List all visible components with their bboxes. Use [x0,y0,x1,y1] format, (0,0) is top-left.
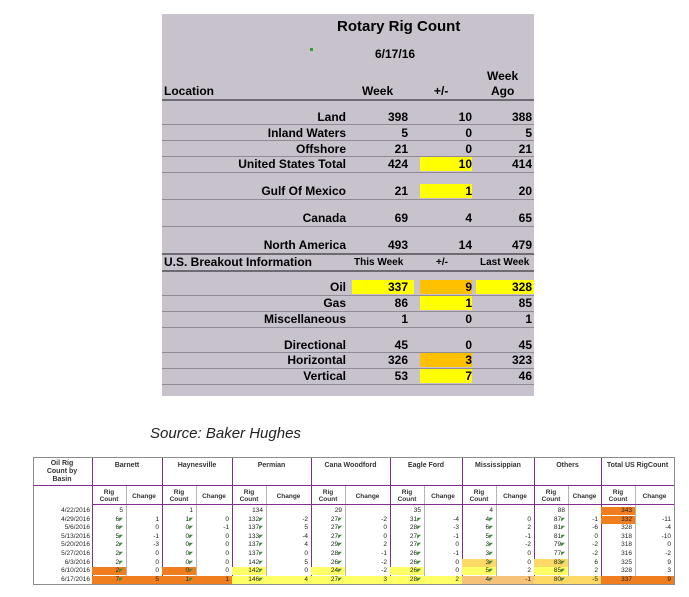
change-cell: 0 [527,550,531,557]
rig-count-cell: 337 [601,576,635,584]
location-header: Location [164,84,214,98]
change-cell: -4 [453,515,459,523]
table-row [34,541,674,549]
rig-count-cell: 2◤ [115,550,123,557]
change-cell: 2 [527,567,531,575]
note-marker-icon: ◤ [561,533,565,540]
note-marker-icon: ◤ [338,525,342,532]
rig-count-cell: 5 [119,507,123,514]
rig-count-cell: 1 [189,507,193,514]
change-cell: -2 [525,541,531,549]
note-marker-icon: ◤ [561,568,565,575]
rig-count-cell: 7◤ [92,576,126,584]
rig-count-cell: 6◤ [115,524,123,532]
rig-count-cell: 142◤ [232,567,266,575]
note-marker-icon: ◤ [489,516,493,523]
basin-header: Mississippian [475,462,521,469]
table-row [34,567,674,575]
change-cell: 0 [225,541,229,549]
change-cell: -3 [453,524,459,532]
change-cell: 0 [455,558,459,566]
basin-header: Haynesville [177,462,217,469]
change-cell: 0 [667,541,671,549]
rig-count-cell: 142◤ [248,558,263,566]
note-marker-icon: ◤ [259,542,263,549]
rig-count-cell: 0◤ [185,524,193,532]
change-cell [196,507,232,515]
rig-count-cell: 146◤ [232,576,266,584]
note-marker-icon: ◤ [489,542,493,549]
change-cell: -2 [381,558,387,566]
change-cell: 5 [304,558,308,566]
change-subheader: Change [202,493,226,500]
rig-count-cell: 3◤ [485,550,493,557]
rig-count-cell: 83◤ [534,559,568,567]
table-row [34,576,674,584]
note-marker-icon: ◤ [417,576,421,583]
rig-count-subheader: Rig Count [239,489,259,503]
note-marker-icon: ◤ [338,516,342,523]
change-cell: -1 [453,532,459,540]
note-marker-icon: ◤ [189,533,193,540]
row-date: 6/17/2016 [61,575,90,583]
rig-count-cell: 5◤ [485,532,493,540]
note-marker-icon: ◤ [119,542,123,549]
change-cell: 0 [527,515,531,523]
table-row [34,550,674,558]
change-cell: 0 [155,524,159,532]
rig-count-cell: 88 [557,507,565,514]
row-date: 5/13/2016 [61,532,90,540]
note-marker-icon: ◤ [561,551,565,557]
rig-count-cell: 137◤ [248,550,263,557]
rig-count-cell: 27◤ [330,524,342,532]
table-row [34,524,674,532]
change-cell: 0 [225,532,229,540]
rig-count-subheader: Rig Count [541,489,561,503]
rig-count-cell: 1◤ [162,576,196,584]
rig-count-cell: 2◤ [115,558,123,566]
change-cell [345,507,390,515]
rig-count-cell: 6◤ [485,524,493,532]
rig-count-cell: 29 [334,507,342,514]
change-cell [126,507,162,515]
change-cell: 1 [196,576,232,584]
corner-header: Oil Rig Count by Basin [46,460,78,483]
rig-count-subheader: Rig Count [469,489,489,503]
change-cell: -10 [661,532,671,540]
rig-count-cell: 134 [252,507,263,514]
rig-count-subheader: Rig Count [99,489,119,503]
rig-count-cell: 4◤ [462,576,496,584]
basin-rig-count-table [33,457,675,585]
note-marker-icon: ◤ [189,516,193,523]
rig-count-cell: 133◤ [248,532,263,540]
change-subheader: Change [431,493,455,500]
row-date: 5/27/2016 [61,550,90,557]
rig-count-cell: 318 [621,541,632,549]
note-marker-icon: ◤ [338,559,342,566]
basin-header-rule [34,485,674,486]
change-cell: -2 [381,567,387,575]
week-header: Week [362,84,394,98]
rig-count-cell: 5◤ [115,532,123,540]
basin-header: Permian [257,462,286,469]
rig-count-cell: 27◤ [330,515,342,523]
note-marker-icon: ◤ [259,533,263,540]
change-cell: 0 [225,550,229,557]
change-cell: -2 [592,550,598,557]
note-marker-icon: ◤ [338,542,342,549]
change-cell: -1 [525,532,531,540]
rig-count-cell: 0◤ [162,567,196,575]
change-subheader: Change [572,493,597,500]
change-cell: -2 [592,541,598,549]
rig-count-cell: 0◤ [185,541,193,549]
rig-count-cell: 81◤ [553,524,565,532]
row-date: 6/10/2016 [61,567,90,575]
change-cell: -4 [665,524,671,532]
change-cell: 0 [304,550,308,557]
note-marker-icon: ◤ [489,568,493,575]
change-cell: 9 [667,558,671,566]
change-cell: -5 [568,576,601,584]
rig-count-cell: 4 [489,507,493,514]
rig-count-cell: 4◤ [485,515,493,523]
note-marker-icon: ◤ [489,576,493,583]
rig-count-subheader: Rig Count [397,489,417,503]
rig-count-cell: 328 [621,524,632,532]
rig-count-subheader: Rig Count [608,489,628,503]
report-date: 6/17/16 [375,47,416,61]
rig-count-cell: 5◤ [462,567,496,575]
rig-count-cell: 328 [621,567,632,575]
change-cell: 6 [594,558,598,566]
note-marker-icon: ◤ [119,559,123,566]
rig-count-cell: 3◤ [462,559,496,567]
rig-count-cell: 6◤ [115,515,123,523]
change-cell: 0 [155,567,159,575]
this-week-header: This Week [354,257,404,268]
rig-count-cell: 2◤ [115,541,123,549]
change-cell: 0 [594,532,598,540]
change-cell: 0 [455,541,459,549]
rig-count-cell: 35 [413,507,421,514]
table-row [34,559,674,567]
note-marker-icon: ◤ [417,542,421,549]
change-header: +/- [434,84,449,98]
change-cell: 0 [225,558,229,566]
note-marker-icon: ◤ [417,559,421,566]
note-marker-icon: ◤ [119,576,123,583]
basin-subheader-rule [92,504,674,505]
note-marker-icon: ◤ [119,516,123,523]
change-cell: 2 [383,541,387,549]
rig-count-cell: 1◤ [185,515,193,523]
change-cell: -1 [223,524,229,532]
rig-count-cell: 26◤ [390,567,424,575]
last-week-header: Last Week [480,257,530,268]
rig-count-cell: 29◤ [330,541,342,549]
change-cell: -1 [381,550,387,557]
rig-count-cell: 26◤ [330,558,342,566]
change-subheader: Change [355,493,380,500]
rig-count-cell: 77◤ [553,550,565,557]
note-marker-icon: ◤ [119,568,123,575]
rig-count-cell: 137◤ [248,524,263,532]
rig-count-cell: 79◤ [553,541,565,549]
note-marker-icon: ◤ [119,551,123,557]
note-marker-icon: ◤ [259,516,263,523]
change-cell: 1 [155,515,159,523]
rig-count-cell: 0◤ [185,550,193,557]
change-cell [496,507,534,515]
rig-count-cell: 28◤ [390,576,424,584]
row-date: 5/6/2016 [64,524,90,532]
rig-count-table: Rotary Rig Count 6/17/16 Location Week +/- Week Ago Land 398 10 388 Inland Waters 5 0 5 Offshore 21 0 21 United States Total 424 10 414 Gulf Of Mexico 21 1 20 Canada 69 4 65 North America 493 14 479 U.S. Breakout Information This Week +/- Last Week Oil 337 9 328 Gas 86 1 85 Miscellaneous 1 0 1 Directional 45 0 45 Horizontal 326 3 323 Vertical 53 7 46 [162,14,534,396]
table-title: Rotary Rig Count [337,18,461,35]
note-marker-icon: ◤ [189,551,193,557]
breakout-header: U.S. Breakout Information [164,255,313,269]
change-cell: 0 [225,515,229,523]
note-marker-icon: ◤ [189,568,193,575]
note-marker-icon: ◤ [489,525,493,532]
rig-count-cell: 31◤ [409,515,421,523]
rig-count-cell: 28◤ [409,524,421,532]
note-marker-icon: ◤ [259,576,263,583]
change-cell: 2 [594,567,598,575]
note-marker-icon: ◤ [417,525,421,532]
rig-count-cell: 325 [621,558,632,566]
change-cell: -1 [153,532,159,540]
rig-count-cell: 27◤ [330,532,342,540]
change-cell [568,507,601,515]
note-marker-icon: ◤ [417,516,421,523]
rig-count-cell: 27◤ [409,541,421,549]
rig-count-cell: 26◤ [409,550,421,557]
note-marker-icon: ◤ [561,542,565,549]
comment-marker-icon [310,48,315,51]
rig-count-cell: 332 [601,516,635,524]
change-cell: -2 [665,550,671,557]
change-cell: 5 [304,524,308,532]
note-marker-icon: ◤ [189,542,193,549]
row-date: 4/29/2016 [61,515,90,523]
change-cell: -4 [302,532,308,540]
note-marker-icon: ◤ [189,525,193,532]
change-cell: 0 [155,558,159,566]
change-cell: 4 [266,576,311,584]
change-cell: 3 [345,576,390,584]
note-marker-icon: ◤ [338,551,342,557]
note-marker-icon: ◤ [561,516,565,523]
change-subheader: Change [503,493,527,500]
change-cell: -2 [302,515,308,523]
table-row [34,533,674,541]
note-marker-icon: ◤ [561,525,565,532]
note-marker-icon: ◤ [489,533,493,540]
rig-count-cell: 28◤ [330,550,342,557]
note-marker-icon: ◤ [561,576,565,583]
change-cell: 0 [527,558,531,566]
change-cell: 0 [383,524,387,532]
note-marker-icon: ◤ [119,525,123,532]
change-cell: -11 [662,515,671,523]
rig-count-cell: 343 [601,507,635,515]
note-marker-icon: ◤ [561,559,565,566]
week-ago-header-2: Ago [491,84,515,98]
rig-count-cell: 2◤ [92,567,126,575]
note-marker-icon: ◤ [338,576,342,583]
row-date: 4/22/2016 [61,507,90,514]
change-cell: 0 [225,567,229,575]
note-marker-icon: ◤ [189,559,193,566]
note-marker-icon: ◤ [489,551,493,557]
change-cell: 0 [304,567,308,575]
change-cell: -1 [453,550,459,557]
change-subheader: Change [132,493,156,500]
note-marker-icon: ◤ [259,525,263,532]
change-subheader: Change [276,493,301,500]
table-row [34,507,674,515]
rig-count-cell: 0◤ [185,558,193,566]
rig-count-cell: 137◤ [248,541,263,549]
row-date: 5/20/2016 [61,541,90,549]
rig-count-cell: 132◤ [248,515,263,523]
rig-count-subheader: Rig Count [318,489,338,503]
note-marker-icon: ◤ [417,533,421,540]
rig-count-cell: 24◤ [311,567,345,575]
change-cell: 2 [424,576,462,584]
change-cell: -1 [592,515,598,523]
note-marker-icon: ◤ [259,551,263,557]
source-caption: Source: Baker Hughes [150,425,301,442]
change-cell: 3 [667,567,671,575]
breakout-change-header: +/- [436,257,448,268]
rig-count-cell: 316 [621,550,632,557]
rig-count-cell: 27◤ [409,532,421,540]
note-marker-icon: ◤ [259,568,263,575]
change-cell [424,507,462,515]
table-row [34,516,674,524]
note-marker-icon: ◤ [259,559,263,566]
note-marker-icon: ◤ [119,533,123,540]
week-ago-header-1: Week [487,69,519,83]
rig-count-cell: 3◤ [485,541,493,549]
rig-count-cell: 0◤ [185,532,193,540]
row-date: 6/3/2016 [64,558,90,566]
rig-count-cell: 85◤ [534,567,568,575]
note-marker-icon: ◤ [338,568,342,575]
change-cell [635,507,674,515]
change-subheader: Change [642,493,667,500]
note-marker-icon: ◤ [417,551,421,557]
basin-header: Cana Woodford [324,462,377,469]
change-cell: 5 [126,576,162,584]
change-cell: 0 [383,532,387,540]
change-cell: -2 [381,515,387,523]
note-marker-icon: ◤ [489,559,493,566]
rig-count-subheader: Rig Count [169,489,189,503]
change-cell: -6 [592,524,598,532]
rig-count-cell: 87◤ [553,515,565,523]
note-marker-icon: ◤ [417,568,421,575]
basin-header: Total US RigCount [606,462,669,469]
change-cell: 0 [155,550,159,557]
rig-count-cell: 80◤ [534,576,568,584]
change-cell: 0 [455,567,459,575]
rig-count-cell: 81◤ [553,532,565,540]
change-cell: 4 [304,541,308,549]
basin-header: Barnett [114,462,140,469]
change-cell: -1 [496,576,534,584]
basin-header: Eagle Ford [407,462,445,469]
change-cell [266,507,311,515]
change-cell: 9 [635,576,674,584]
rig-count-cell: 26◤ [409,558,421,566]
note-marker-icon: ◤ [338,533,342,540]
rig-count-cell: 318 [621,532,632,540]
change-cell: 2 [527,524,531,532]
change-cell: -3 [153,541,159,549]
note-marker-icon: ◤ [189,576,193,583]
rig-count-cell: 27◤ [311,576,345,584]
basin-header: Others [556,462,579,469]
